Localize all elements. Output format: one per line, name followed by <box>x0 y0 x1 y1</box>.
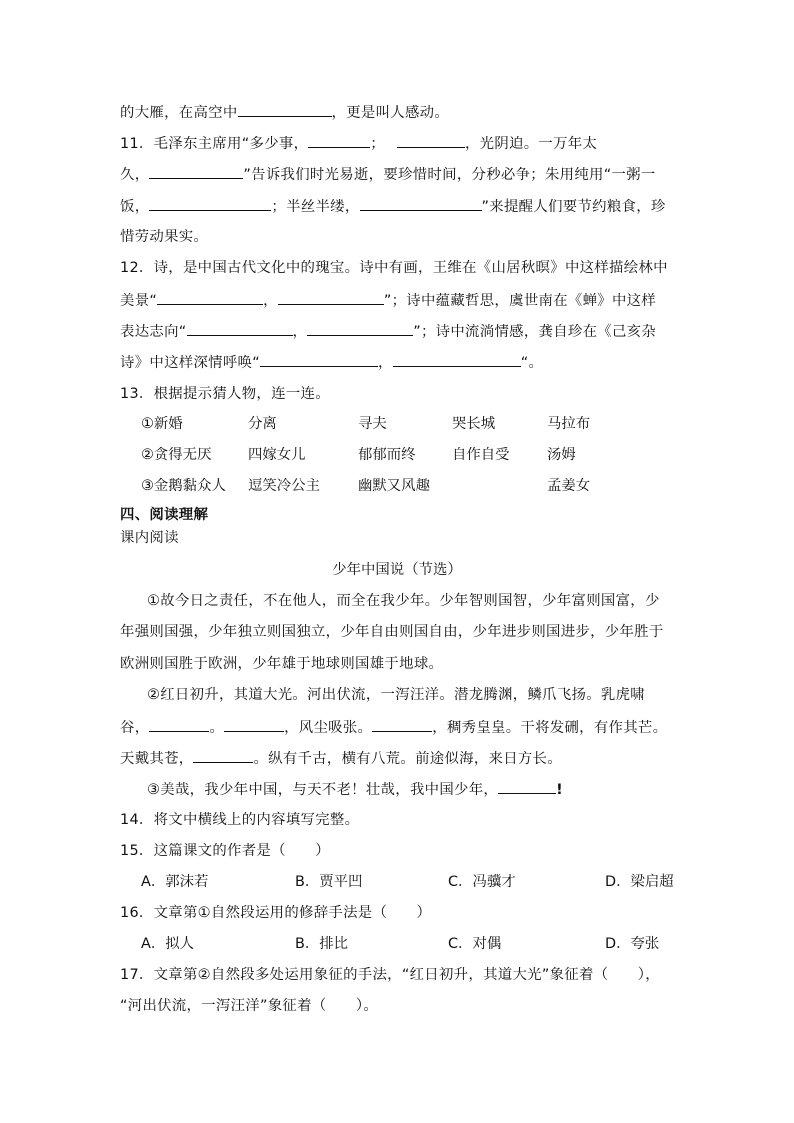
q11-l3-c: ”来提醒人们要节约粮食，珍 <box>481 199 666 215</box>
q16-option-a[interactable]: A．拟人 <box>141 936 195 952</box>
q13-r1-c1[interactable]: ①新婚 <box>141 416 183 432</box>
q11-blank-3[interactable] <box>149 164 243 179</box>
q12-line-4 <box>120 352 543 373</box>
section-subheading: 课内阅读 <box>120 530 179 546</box>
q12-l1: 12．诗，是中国古代文化中的瑰宝。诗中有画，王维在《山居秋暝》中这样描绘林中 <box>120 260 668 276</box>
q12-line-3 <box>120 321 656 342</box>
q15-option-d[interactable]: D．梁启超 <box>605 874 674 890</box>
q13-r2-c4[interactable]: 自作自受 <box>452 447 510 463</box>
q11-line-1 <box>120 133 597 154</box>
section-heading: 四、阅读理解 <box>120 507 209 523</box>
q11-l1-c: ，光阴迫。一万年太 <box>464 136 598 152</box>
q12-l4-b: ， <box>377 355 393 371</box>
q17-line-2: “河出伏流，一泻汪洋”象征着（ ）。 <box>120 998 379 1014</box>
passage-p3-line: ③美哉，我少年中国，与天不老！壮哉，我中国少年， ! <box>147 779 563 800</box>
q11-l2-b: ”告诉我们时光易逝，要珍惜时间，分秒必争；朱用纯用“一粥一 <box>243 167 656 183</box>
q11-line-2 <box>120 164 656 185</box>
passage-blank-2[interactable] <box>224 717 284 732</box>
passage-p1-line-1: ①故今日之责任，不在他人，而全在我少年。少年智则国智，少年富则国富，少 <box>147 593 660 609</box>
q12-l2-b: ， <box>263 293 278 309</box>
q11-line-3 <box>120 196 666 217</box>
q13-r3-c2[interactable]: 逗笑冷公主 <box>248 478 320 494</box>
q12-l2-a: 美景“ <box>120 293 158 309</box>
passage-blank-1[interactable] <box>149 717 209 732</box>
q13-r3-c1[interactable]: ③金鹅黏众人 <box>141 478 226 494</box>
q11-l3-a: 饭， <box>120 199 150 215</box>
q16-option-c[interactable]: C．对偶 <box>448 936 502 952</box>
q11-blank-5[interactable] <box>360 196 482 211</box>
q11-l1-b: ； <box>370 136 385 152</box>
q12-l3-b: ， <box>292 324 308 340</box>
q13-r2-c3[interactable]: 郁郁而终 <box>358 447 416 463</box>
passage-p1-line-2: 年强则国强，少年独立则国独立，少年自由则国自由，少年进步则国进步，少年胜于 <box>120 624 664 640</box>
q13-r1-c3[interactable]: 寻夫 <box>358 416 387 432</box>
q12-l3-c: ”；诗中流淌情感，龚自珍在《己亥杂 <box>413 324 657 340</box>
passage-p2-line-2: 谷， 。 ，风尘吸张。 ，稠秀皇皇。干将发硎，有作其芒。 <box>120 717 667 738</box>
q11-l1-a: 11．毛泽东主席用“多少事， <box>120 136 309 152</box>
q16-stem: 16．文章第①自然段运用的修辞手法是（ ） <box>120 905 432 921</box>
q10-tail-line <box>120 102 449 123</box>
q13-r2-c2[interactable]: 四嫁女儿 <box>248 447 306 463</box>
q10-text-b: ，更是叫人感动。 <box>331 105 450 121</box>
q11-l2-a: 久， <box>120 167 150 183</box>
q15-option-b[interactable]: B．贾平凹 <box>295 874 363 890</box>
q12-l4-a: 诗》中这样深情呼唤“ <box>120 355 260 371</box>
q12-blank-5[interactable] <box>260 352 378 367</box>
passage-p2-line-1: ②红日初升，其道大光。河出伏流，一泻汪洋。潜龙腾渊，鳞爪飞扬。乳虎啸 <box>147 687 645 703</box>
q11-blank-2[interactable] <box>397 133 465 148</box>
q12-l4-c: “。 <box>520 355 544 371</box>
q12-blank-2[interactable] <box>278 290 384 305</box>
q14-stem: 14．将文中横线上的内容填写完整。 <box>120 812 360 828</box>
passage-p2-line-3: 天戴其苍， 。纵有千古，横有八荒。前途似海，来日方长。 <box>120 748 562 769</box>
q11-blank-4[interactable] <box>149 196 271 211</box>
q12-l2-c: ”；诗中蕴藏哲思，虞世南在《蝉》中这样 <box>383 293 657 309</box>
q15-option-c[interactable]: C．冯骥才 <box>448 874 516 890</box>
q12-line-1 <box>120 258 668 278</box>
q10-text-a: 的大雁，在高空中 <box>120 105 238 121</box>
q12-line-2 <box>120 290 656 311</box>
passage-blank-5[interactable] <box>498 779 556 794</box>
q11-line-4 <box>120 227 208 247</box>
q13-r3-c5[interactable]: 孟姜女 <box>547 478 591 494</box>
passage-p1-line-3: 欧洲则国胜于欧洲，少年雄于地球则国雄于地球。 <box>120 656 444 672</box>
passage-title: 少年中国说（节选） <box>332 562 462 578</box>
q13-stem: 13．根据提示猜人物，连一连。 <box>120 386 330 402</box>
q17-line-1: 17．文章第②自然段多处运用象征的手法，“红日初升，其道大光”象征着（ ）， <box>120 967 660 983</box>
q13-r2-c1[interactable]: ②贪得无厌 <box>141 447 212 463</box>
q15-stem: 15．这篇课文的作者是（ ） <box>120 843 330 859</box>
q13-r1-c5[interactable]: 马拉布 <box>547 416 591 432</box>
q12-l3-a: 表达志向“ <box>120 324 187 340</box>
q13-r2-c5[interactable]: 汤姆 <box>547 447 576 463</box>
q13-r1-c4[interactable]: 哭长城 <box>452 416 496 432</box>
passage-blank-3[interactable] <box>372 717 432 732</box>
q15-option-a[interactable]: A．郭沫若 <box>141 874 209 890</box>
q10-blank[interactable] <box>238 102 332 117</box>
q11-blank-1[interactable] <box>308 133 370 148</box>
passage-blank-4[interactable] <box>193 748 253 763</box>
q12-blank-4[interactable] <box>307 321 413 336</box>
q16-option-d[interactable]: D．夸张 <box>605 936 660 952</box>
q12-blank-3[interactable] <box>187 321 293 336</box>
q13-r3-c3[interactable]: 幽默又风趣 <box>358 478 430 494</box>
q11-l4: 惜劳动果实。 <box>120 229 209 245</box>
q13-r1-c2[interactable]: 分离 <box>248 416 277 432</box>
q16-option-b[interactable]: B．排比 <box>295 936 349 952</box>
q12-blank-1[interactable] <box>157 290 263 305</box>
q12-blank-6[interactable] <box>393 352 521 367</box>
q11-l3-b: ；半丝半缕， <box>271 199 360 215</box>
